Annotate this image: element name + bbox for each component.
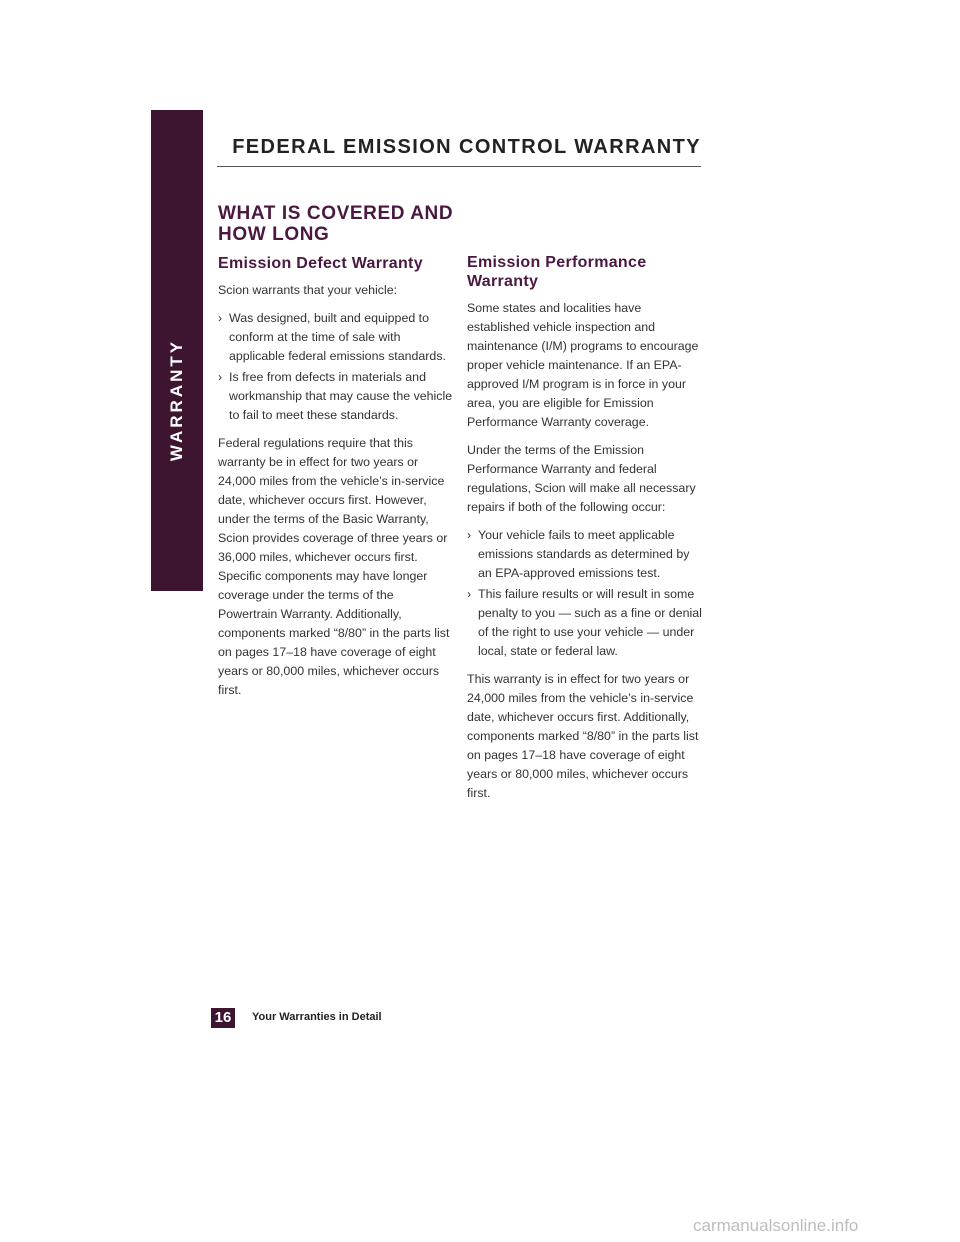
bullet-chevron-icon: › <box>218 311 223 325</box>
footer-section-title: Your Warranties in Detail <box>252 1011 382 1023</box>
bullet-chevron-icon: › <box>467 587 472 601</box>
side-tab-label: WARRANTY <box>167 338 186 462</box>
bullet-text: Your vehicle fails to meet applicable emissions standards as determined by an EPA-approved emissions test. <box>478 528 690 580</box>
right-paragraph-2: Under the terms of the Emission Performance Warranty and federal regulations, Scion will make all necessary repairs if both of the following occur: <box>467 443 696 514</box>
bullet-text: Is free from defects in materials and workmanship that may cause the vehicle to fail to meet these standards. <box>229 370 453 422</box>
left-intro: Scion warrants that your vehicle: <box>218 283 398 297</box>
list-item <box>467 526 703 583</box>
bullet-text: Was designed, built and equipped to conform at the time of sale with applicable federal emissions standards. <box>229 311 446 363</box>
bullet-chevron-icon: › <box>218 370 223 384</box>
list-item <box>218 368 454 425</box>
left-bullet-list <box>218 309 454 425</box>
left-body: Federal regulations require that this warranty be in effect for two years or 24,000 miles from the vehicle’s in-service date, whichever occurs first. However, under the terms of the Basic Warranty, Scion provides coverage of three years or 36,000 miles, whichever occurs first. Specific components may have longer coverage under the terms of the Powertrain Warranty. Additionally, components marked “8/80” in the parts list on pages 17–18 have coverage of eight years or 80,000 miles, whichever occurs first. <box>218 436 450 697</box>
section-title: WHAT IS COVERED AND HOW LONG <box>218 203 454 245</box>
emission-performance-heading: Emission Performance Warranty <box>467 254 647 290</box>
header-rule <box>217 166 701 167</box>
watermark: carmanualsonline.info <box>693 1216 859 1235</box>
left-column <box>218 254 454 709</box>
right-column <box>467 253 703 812</box>
right-paragraph-3: This warranty is in effect for two years or 24,000 miles from the vehicle’s in-service date, whichever occurs first. Additionally, components marked “8/80” in the parts list on pages 17–18 have coverage of eight years or 80,000 miles, whichever occurs first. <box>467 672 699 800</box>
right-bullet-list <box>467 526 703 661</box>
running-header: FEDERAL EMISSION CONTROL WARRANTY <box>232 136 701 158</box>
right-paragraph-1: Some states and localities have established vehicle inspection and maintenance (I/M) programs to encourage proper vehicle maintenance. If an EPA-approved I/M program is in force in your area, you are eligible for Emission Performance Warranty coverage. <box>467 301 699 429</box>
page-number: 16 <box>211 1008 235 1028</box>
list-item <box>218 309 454 366</box>
bullet-chevron-icon: › <box>467 528 472 542</box>
side-tab <box>151 110 203 591</box>
bullet-text: This failure results or will result in some penalty to you — such as a fine or denial of the right to use your vehicle — under local, state or federal law. <box>478 587 702 658</box>
emission-defect-heading: Emission Defect Warranty <box>218 255 423 272</box>
list-item <box>467 585 703 661</box>
